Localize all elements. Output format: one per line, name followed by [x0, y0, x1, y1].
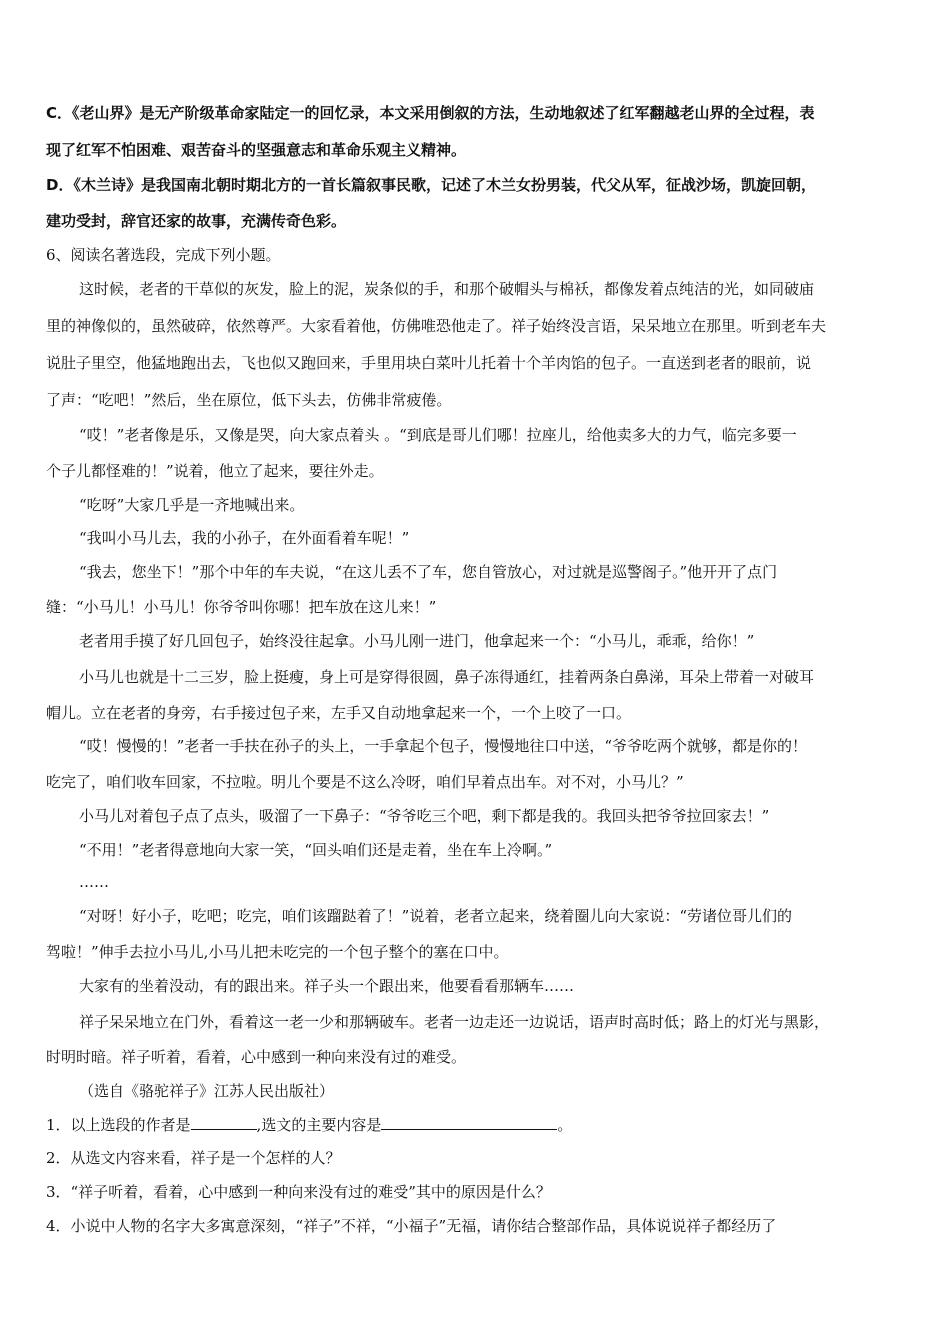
passage-line: 个子儿都怪难的！”说着，他立了起来，要往外走。 — [46, 462, 384, 480]
passage-line: 吃完了，咱们收车回家，不拉啦。明儿个要是不这么冷呀，咱们早着点出车。对不对，小马儿？” — [46, 773, 684, 791]
passage-line: 小马儿也就是十二三岁，脸上挺瘦，身上可是穿得很圆，鼻子冻得通红，挂着两条白鼻涕，耳朵上带着一对破耳 — [79, 668, 815, 686]
option-c-line-2: 现了红军不怕困难、艰苦奋斗的坚强意志和革命乐观主义精神。 — [46, 141, 467, 159]
question-4: 4．小说中人物的名字大多寓意深刻，“祥子”不祥，“小福子”无福，请你结合整部作品，具体说说祥子都经历了 — [46, 1217, 777, 1235]
option-d-line-2: 建功受封，辞官还家的故事，充满传奇色彩。 — [46, 212, 347, 230]
question-2: 2．从选文内容来看，祥子是一个怎样的人？ — [46, 1149, 341, 1167]
section-heading: 6、阅读名著选段，完成下列小题。 — [46, 246, 281, 264]
question-3: 3．“祥子听着，看着，心中感到一种向来没有过的难受”其中的原因是什么？ — [46, 1183, 551, 1201]
passage-line: 里的神像似的，虽然破碎，依然尊严。大家看着他，仿佛唯恐他走了。祥子始终没言语，呆呆地立在那里。听到老车夫 — [46, 317, 827, 335]
answer-blank-author[interactable] — [191, 1115, 257, 1130]
question-1 — [46, 1114, 908, 1138]
passage-line: 小马儿对着包子点了点头，吸溜了一下鼻子：“爷爷吃三个吧，剩下都是我的。我回头把爷爷拉回家去！” — [79, 807, 770, 825]
passage-line: “哎！”老者像是乐，又像是哭，向大家点着头 。“到底是哥儿们哪！拉座儿，给他卖多大的力气，临完多要一 — [79, 426, 797, 444]
question-1-middle: ,选文的主要内容是 — [256, 1116, 382, 1134]
question-1-prefix: 1．以上选段的作者是 — [46, 1116, 191, 1134]
passage-line: “吃呀”大家几乎是一齐地喊出来。 — [79, 496, 305, 514]
passage-line: 时明时暗。祥子听着，看着，心中感到一种向来没有过的难受。 — [46, 1048, 467, 1066]
passage-line: 老者用手摸了好几回包子，始终没往起拿。小马儿刚一进门，他拿起来一个：“小马儿，乖乖，给你！” — [79, 632, 755, 650]
passage-line: 驾啦！”伸手去拉小马儿,小马儿把未吃完的一个包子整个的塞在口中。 — [46, 943, 509, 961]
passage-line: 缝：“小马儿！小马儿！你爷爷叫你哪！把车放在这儿来！” — [46, 598, 437, 616]
passage-line: “不用！”老者得意地向大家一笑，“回头咱们还是走着，坐在车上冷啊。” — [79, 841, 553, 859]
passage-line: “我去，您坐下！”那个中年的车夫说，“在这儿丢不了车，您自管放心，对过就是巡警阁子。”他开开了点门 — [79, 563, 778, 581]
question-1-end: 。 — [557, 1116, 573, 1134]
passage-line: “我叫小马儿去，我的小孙子，在外面看着车呢！” — [79, 529, 410, 547]
passage-ellipsis: …… — [79, 873, 109, 891]
passage-line: “对呀！好小子，吃吧；吃完，咱们该蹓跶着了！”说着，老者立起来，绕着圈儿向大家说：“劳诸位哥儿们的 — [79, 907, 793, 925]
passage-line: 这时候，老者的干草似的灰发，脸上的泥，炭条似的手，和那个破帽头与棉袄，都像发着点纯洁的光，如同破庙 — [79, 280, 815, 298]
passage-line: 帽儿。立在老者的身旁，右手接过包子来，左手又自动地拿起来一个，一个上咬了一口。 — [46, 704, 632, 722]
option-c-line-1: C．《老山界》是无产阶级革命家陆定一的回忆录，本文采用倒叙的方法，生动地叙述了红军翻越老山界的全过程，表 — [46, 104, 815, 122]
passage-line: 大家有的坐着没动，有的跟出来。祥子头一个跟出来，他要看看那辆车…… — [79, 977, 575, 995]
passage-line: 祥子呆呆地立在门外，看着这一老一少和那辆破车。老者一边走还一边说话，语声时高时低；路上的灯光与黑影， — [79, 1013, 830, 1031]
passage-line: “哎！慢慢的！”老者一手扶在孙子的头上，一手拿起个包子，慢慢地往口中送，“爷爷吃两个就够，都是你的！ — [79, 737, 808, 755]
passage-line: 说肚子里空，他猛地跑出去，飞也似又跑回来，手里用块白菜叶儿托着十个羊肉馅的包子。一直送到老者的眼前，说 — [46, 354, 812, 372]
answer-blank-content[interactable] — [381, 1115, 557, 1130]
passage-source: （选自《骆驼祥子》江苏人民出版社） — [79, 1082, 335, 1100]
passage-line: 了声：“吃吧！”然后，坐在原位，低下头去，仿佛非常疲倦。 — [46, 391, 452, 409]
option-d-line-1: D．《木兰诗》是我国南北朝时期北方的一首长篇叙事民歌，记述了木兰女扮男装，代父从军，征战沙场，凯旋回朝， — [46, 176, 816, 194]
